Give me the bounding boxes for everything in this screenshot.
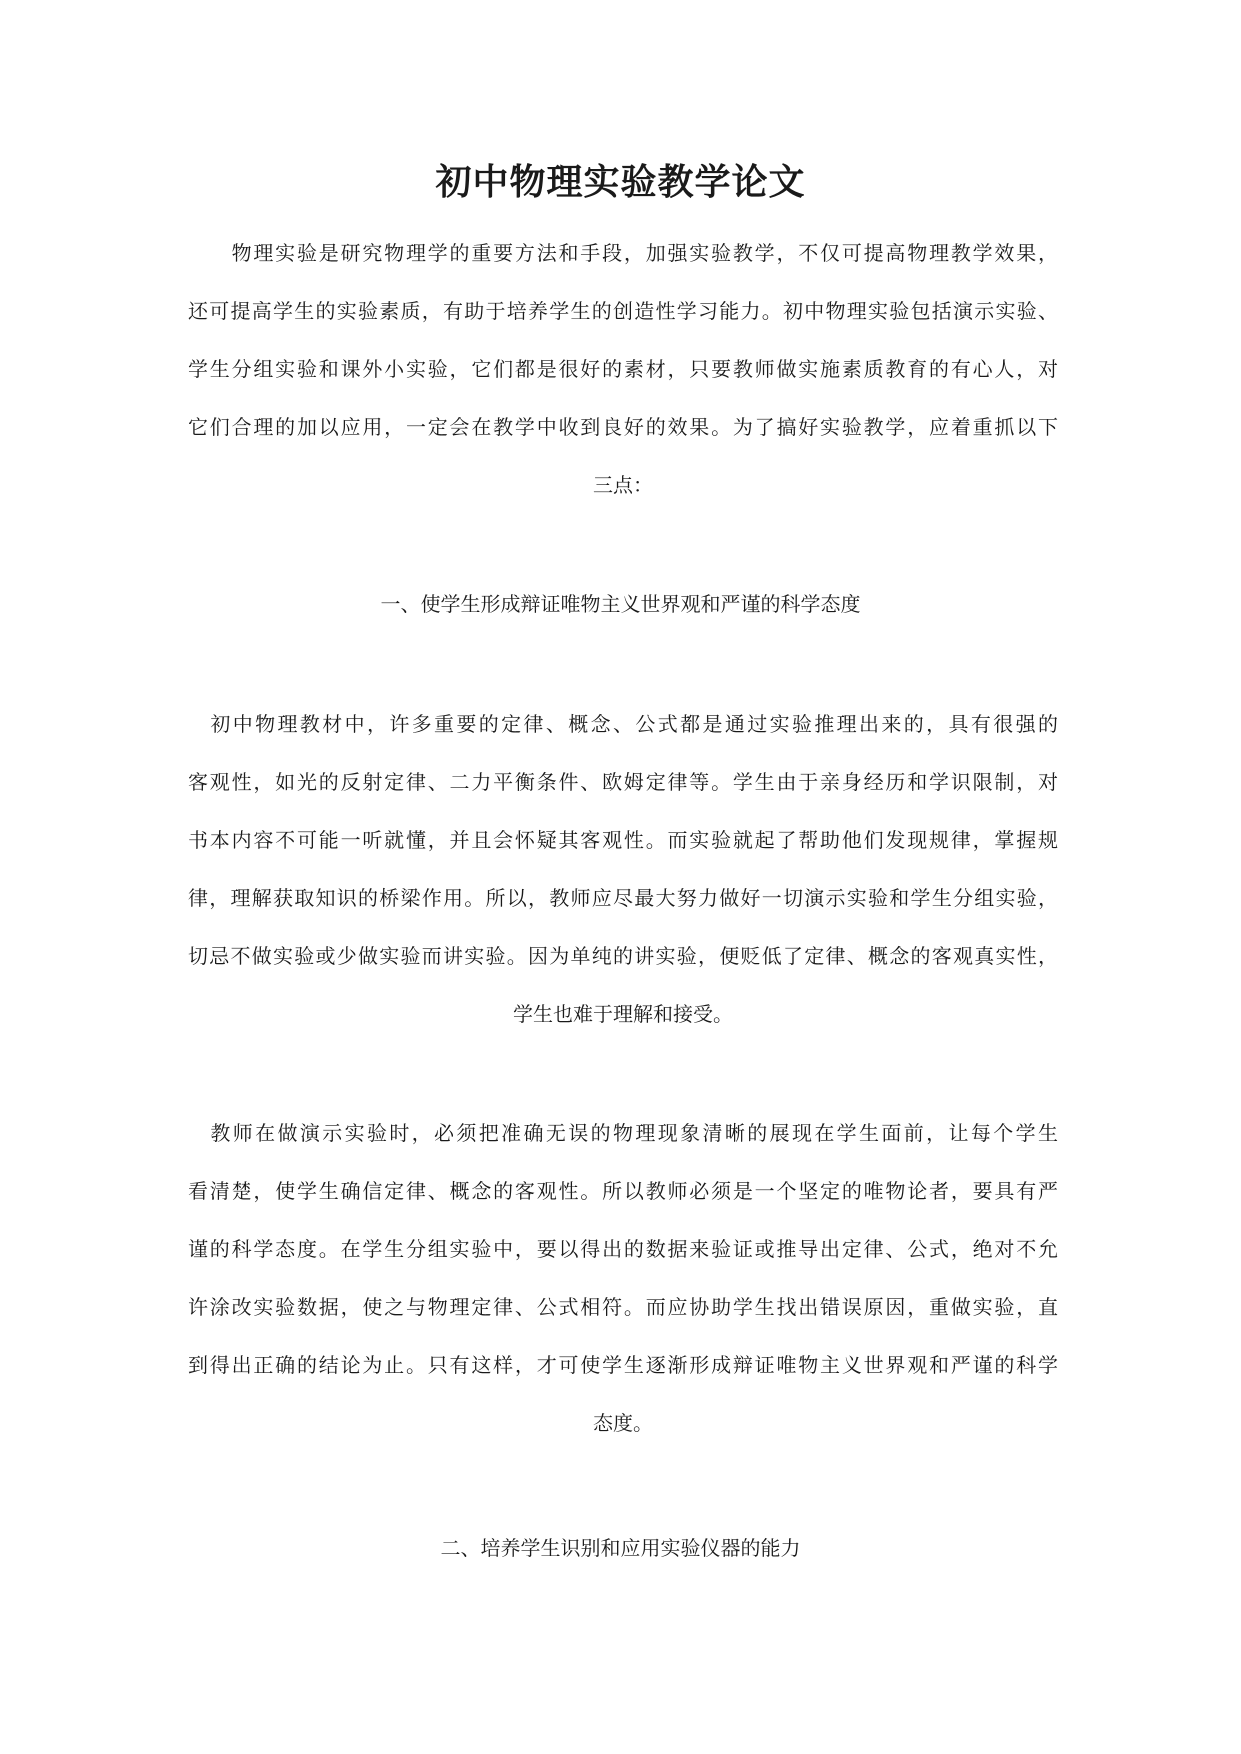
paragraph-line: 切忌不做实验或少做实验而讲实验。因为单纯的讲实验，便贬低了定律、概念的客观真实性， (188, 944, 1058, 968)
paragraph-section1-a (188, 695, 1058, 1043)
paragraph-line: 许涂改实验数据，使之与物理定律、公式相符。而应协助学生找出错误原因，重做实验，直 (188, 1295, 1058, 1319)
paragraph-line: 物理实验是研究物理学的重要方法和手段，加强实验教学，不仅可提高物理教学效果， (188, 241, 1058, 265)
paragraph-line: 初中物理教材中，许多重要的定律、概念、公式都是通过实验推理出来的，具有很强的 (188, 712, 1058, 736)
paragraph-line: 到得出正确的结论为止。只有这样，才可使学生逐渐形成辩证唯物主义世界观和严谨的科学 (188, 1353, 1058, 1377)
paragraph-intro (188, 224, 1058, 514)
paragraph-line: 谨的科学态度。在学生分组实验中，要以得出的数据来验证或推导出定律、公式，绝对不允 (188, 1237, 1058, 1261)
paragraph-line: 还可提高学生的实验素质，有助于培养学生的创造性学习能力。初中物理实验包括演示实验、 (188, 299, 1058, 323)
paragraph-line: 态度。 (593, 1411, 653, 1435)
paragraph-line: 学生分组实验和课外小实验，它们都是很好的素材，只要教师做实施素质教育的有心人，对 (188, 357, 1058, 381)
document-title: 初中物理实验教学论文 (435, 161, 806, 203)
paragraph-line: 学生也难于理解和接受。 (513, 1002, 733, 1026)
paragraph-line: 律，理解获取知识的桥梁作用。所以，教师应尽最大努力做好一切演示实验和学生分组实验， (188, 886, 1058, 910)
paragraph-line: 教师在做演示实验时，必须把准确无误的物理现象清晰的展现在学生面前，让每个学生 (188, 1121, 1058, 1145)
paragraph-line: 客观性，如光的反射定律、二力平衡条件、欧姆定律等。学生由于亲身经历和学识限制，对 (188, 770, 1058, 794)
paragraph-line: 三点： (593, 473, 653, 497)
paragraph-section1-b (188, 1104, 1058, 1452)
paragraph-line: 它们合理的加以应用，一定会在教学中收到良好的效果。为了搞好实验教学，应着重抓以下 (188, 415, 1058, 439)
section-heading-1: 一、使学生形成辩证唯物主义世界观和严谨的科学态度 (380, 592, 861, 616)
section-heading-2: 二、培养学生识别和应用实验仪器的能力 (440, 1536, 801, 1560)
paragraph-line: 书本内容不可能一听就懂，并且会怀疑其客观性。而实验就起了帮助他们发现规律，掌握规 (188, 828, 1058, 852)
paragraph-line: 看清楚，使学生确信定律、概念的客观性。所以教师必须是一个坚定的唯物论者，要具有严 (188, 1179, 1058, 1203)
